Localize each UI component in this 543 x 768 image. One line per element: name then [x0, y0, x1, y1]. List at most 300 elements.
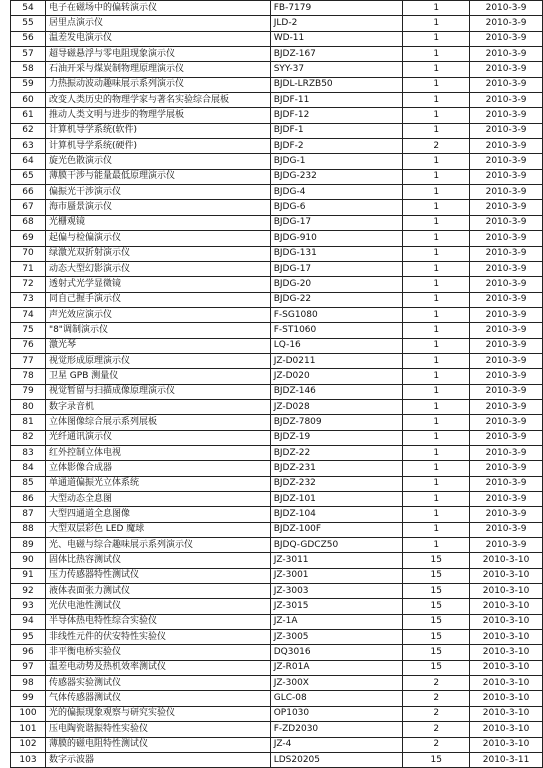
model-number-cell: BJDG-131 [270, 246, 403, 261]
table-row [11, 399, 543, 414]
row-number-cell: 71 [11, 261, 46, 276]
date-cell: 2010-3-10 [470, 691, 543, 706]
model-number-cell: LDS20205 [270, 752, 403, 767]
item-name-cell: 力热振动波动趣味展示系列演示仪 [45, 77, 270, 92]
quantity-cell: 1 [403, 353, 470, 368]
table-row [11, 430, 543, 445]
item-name-cell: 旋光色散演示仪 [45, 154, 270, 169]
quantity-cell: 1 [403, 246, 470, 261]
model-number-cell: JZ-300X [270, 676, 403, 691]
quantity-cell: 1 [403, 47, 470, 62]
table-row [11, 292, 543, 307]
date-cell: 2010-3-10 [470, 568, 543, 583]
row-number-cell: 73 [11, 292, 46, 307]
row-number-cell: 72 [11, 277, 46, 292]
model-number-cell: JZ-D020 [270, 369, 403, 384]
date-cell: 2010-3-9 [470, 185, 543, 200]
row-number-cell: 87 [11, 507, 46, 522]
quantity-cell: 1 [403, 277, 470, 292]
row-number-cell: 103 [11, 752, 46, 767]
item-name-cell: 推动人类文明与进步的物理学展板 [45, 108, 270, 123]
table-row [11, 154, 543, 169]
row-number-cell: 95 [11, 630, 46, 645]
item-name-cell: 透射式光学显微镜 [45, 277, 270, 292]
model-number-cell: BJDZ-7809 [270, 415, 403, 430]
quantity-cell: 1 [403, 16, 470, 31]
row-number-cell: 64 [11, 154, 46, 169]
item-name-cell: 同自己握手演示仪 [45, 292, 270, 307]
model-number-cell: BJDG-6 [270, 200, 403, 215]
table-row [11, 93, 543, 108]
date-cell: 2010-3-9 [470, 369, 543, 384]
quantity-cell: 15 [403, 614, 470, 629]
date-cell: 2010-3-9 [470, 108, 543, 123]
row-number-cell: 81 [11, 415, 46, 430]
quantity-cell: 1 [403, 231, 470, 246]
quantity-cell: 1 [403, 62, 470, 77]
row-number-cell: 84 [11, 461, 46, 476]
table-row [11, 630, 543, 645]
item-name-cell: 传感器实验测试仪 [45, 676, 270, 691]
date-cell: 2010-3-9 [470, 461, 543, 476]
date-cell: 2010-3-9 [470, 47, 543, 62]
table-row [11, 139, 543, 154]
quantity-cell: 1 [403, 430, 470, 445]
date-cell: 2010-3-9 [470, 93, 543, 108]
model-number-cell: BJDL-LRZB50 [270, 77, 403, 92]
item-name-cell: 立体影像合成器 [45, 461, 270, 476]
model-number-cell: BJDG-232 [270, 169, 403, 184]
table-row [11, 1, 543, 16]
row-number-cell: 66 [11, 185, 46, 200]
date-cell: 2010-3-10 [470, 660, 543, 675]
quantity-cell: 1 [403, 445, 470, 460]
model-number-cell: FB-7179 [270, 1, 403, 16]
model-number-cell: BJDG-910 [270, 231, 403, 246]
table-row [11, 522, 543, 537]
quantity-cell: 15 [403, 660, 470, 675]
item-name-cell: 固体比热容测试仪 [45, 553, 270, 568]
item-name-cell: 非线性元件的伏安特性实验仪 [45, 630, 270, 645]
table-row [11, 660, 543, 675]
model-number-cell: JZ-R01A [270, 660, 403, 675]
row-number-cell: 60 [11, 93, 46, 108]
table-row [11, 16, 543, 31]
model-number-cell: BJDZ-232 [270, 476, 403, 491]
quantity-cell: 1 [403, 93, 470, 108]
item-name-cell: 液体表面张力测试仪 [45, 584, 270, 599]
row-number-cell: 78 [11, 369, 46, 384]
quantity-cell: 2 [403, 676, 470, 691]
table-row [11, 645, 543, 660]
item-name-cell: 温差发电演示仪 [45, 31, 270, 46]
model-number-cell: F-ZD2030 [270, 722, 403, 737]
item-name-cell: 温差电动势及热机效率测试仪 [45, 660, 270, 675]
item-name-cell: 计算机导学系统(硬件) [45, 139, 270, 154]
item-name-cell: 大型四通道全息图像 [45, 507, 270, 522]
quantity-cell: 15 [403, 752, 470, 767]
quantity-cell: 2 [403, 737, 470, 752]
table-row [11, 123, 543, 138]
date-cell: 2010-3-9 [470, 430, 543, 445]
table-row [11, 231, 543, 246]
row-number-cell: 58 [11, 62, 46, 77]
quantity-cell: 2 [403, 722, 470, 737]
item-name-cell: 视觉形成原理演示仪 [45, 353, 270, 368]
item-name-cell: 立体图像综合展示系列展板 [45, 415, 270, 430]
row-number-cell: 92 [11, 584, 46, 599]
date-cell: 2010-3-9 [470, 384, 543, 399]
quantity-cell: 1 [403, 415, 470, 430]
quantity-cell: 1 [403, 215, 470, 230]
model-number-cell: BJDQ-GDCZ50 [270, 538, 403, 553]
date-cell: 2010-3-10 [470, 553, 543, 568]
row-number-cell: 68 [11, 215, 46, 230]
model-number-cell: LQ-16 [270, 338, 403, 353]
item-name-cell: 光的偏振现象观察与研究实验仪 [45, 706, 270, 721]
quantity-cell: 1 [403, 261, 470, 276]
row-number-cell: 91 [11, 568, 46, 583]
model-number-cell: JLD-2 [270, 16, 403, 31]
item-name-cell: 大型双层彩色 LED 魔球 [45, 522, 270, 537]
item-name-cell: 计算机导学系统(软件) [45, 123, 270, 138]
row-number-cell: 96 [11, 645, 46, 660]
quantity-cell: 1 [403, 307, 470, 322]
model-number-cell: JZ-1A [270, 614, 403, 629]
date-cell: 2010-3-10 [470, 614, 543, 629]
row-number-cell: 55 [11, 16, 46, 31]
row-number-cell: 56 [11, 31, 46, 46]
model-number-cell: F-SG1080 [270, 307, 403, 322]
model-number-cell: BJDG-17 [270, 215, 403, 230]
row-number-cell: 82 [11, 430, 46, 445]
quantity-cell: 1 [403, 31, 470, 46]
item-name-cell: 改变人类历史的物理学家与著名实验综合展板 [45, 93, 270, 108]
quantity-cell: 1 [403, 108, 470, 123]
quantity-cell: 1 [403, 323, 470, 338]
quantity-cell: 1 [403, 1, 470, 16]
item-name-cell: 非平衡电桥实验仪 [45, 645, 270, 660]
item-name-cell: 光、电磁与综合趣味展示系列演示仪 [45, 538, 270, 553]
date-cell: 2010-3-9 [470, 1, 543, 16]
date-cell: 2010-3-9 [470, 123, 543, 138]
date-cell: 2010-3-11 [470, 752, 543, 767]
row-number-cell: 85 [11, 476, 46, 491]
item-name-cell: 绿激光双折射演示仪 [45, 246, 270, 261]
model-number-cell: BJDZ-231 [270, 461, 403, 476]
item-name-cell: 视觉暂留与扫描成像原理演示仪 [45, 384, 270, 399]
table-row [11, 307, 543, 322]
row-number-cell: 76 [11, 338, 46, 353]
quantity-cell: 1 [403, 399, 470, 414]
table-row [11, 62, 543, 77]
date-cell: 2010-3-10 [470, 630, 543, 645]
item-name-cell: 卫星 GPB 测量仪 [45, 369, 270, 384]
model-number-cell: JZ-3011 [270, 553, 403, 568]
table-row [11, 31, 543, 46]
table-row [11, 507, 543, 522]
quantity-cell: 1 [403, 538, 470, 553]
model-number-cell: BJDF-2 [270, 139, 403, 154]
date-cell: 2010-3-9 [470, 415, 543, 430]
quantity-cell: 15 [403, 568, 470, 583]
quantity-cell: 15 [403, 645, 470, 660]
quantity-cell: 1 [403, 476, 470, 491]
row-number-cell: 102 [11, 737, 46, 752]
row-number-cell: 70 [11, 246, 46, 261]
equipment-table-body [11, 1, 543, 768]
quantity-cell: 1 [403, 384, 470, 399]
item-name-cell: 薄膜的磁电阻特性测试仪 [45, 737, 270, 752]
date-cell: 2010-3-9 [470, 445, 543, 460]
table-row [11, 691, 543, 706]
quantity-cell: 1 [403, 200, 470, 215]
model-number-cell: OP1030 [270, 706, 403, 721]
date-cell: 2010-3-9 [470, 492, 543, 507]
item-name-cell: 偏振光干涉演示仪 [45, 185, 270, 200]
row-number-cell: 98 [11, 676, 46, 691]
row-number-cell: 59 [11, 77, 46, 92]
model-number-cell: SYY-37 [270, 62, 403, 77]
date-cell: 2010-3-9 [470, 246, 543, 261]
quantity-cell: 15 [403, 630, 470, 645]
item-name-cell: 压力传感器特性测试仪 [45, 568, 270, 583]
item-name-cell: 压电陶瓷谐振特性实验仪 [45, 722, 270, 737]
date-cell: 2010-3-9 [470, 292, 543, 307]
table-row [11, 215, 543, 230]
quantity-cell: 1 [403, 461, 470, 476]
table-row [11, 185, 543, 200]
date-cell: 2010-3-9 [470, 338, 543, 353]
model-number-cell: BJDZ-22 [270, 445, 403, 460]
model-number-cell: JZ-D028 [270, 399, 403, 414]
row-number-cell: 100 [11, 706, 46, 721]
item-name-cell: 薄膜干涉与能量最低原理演示仪 [45, 169, 270, 184]
item-name-cell: 起偏与检偏演示仪 [45, 231, 270, 246]
row-number-cell: 75 [11, 323, 46, 338]
item-name-cell: 居里点演示仪 [45, 16, 270, 31]
table-row [11, 353, 543, 368]
item-name-cell: 声光效应演示仪 [45, 307, 270, 322]
model-number-cell: BJDF-11 [270, 93, 403, 108]
date-cell: 2010-3-9 [470, 323, 543, 338]
model-number-cell: BJDZ-101 [270, 492, 403, 507]
item-name-cell: 数字示波器 [45, 752, 270, 767]
model-number-cell: F-ST1060 [270, 323, 403, 338]
row-number-cell: 97 [11, 660, 46, 675]
row-number-cell: 101 [11, 722, 46, 737]
quantity-cell: 1 [403, 154, 470, 169]
date-cell: 2010-3-9 [470, 353, 543, 368]
quantity-cell: 1 [403, 292, 470, 307]
date-cell: 2010-3-9 [470, 31, 543, 46]
table-row [11, 538, 543, 553]
item-name-cell: 光栅观镜 [45, 215, 270, 230]
date-cell: 2010-3-10 [470, 676, 543, 691]
table-row [11, 584, 543, 599]
model-number-cell: BJDG-22 [270, 292, 403, 307]
quantity-cell: 15 [403, 584, 470, 599]
date-cell: 2010-3-9 [470, 507, 543, 522]
item-name-cell: 大型动态全息图 [45, 492, 270, 507]
model-number-cell: BJDG-1 [270, 154, 403, 169]
row-number-cell: 74 [11, 307, 46, 322]
quantity-cell: 2 [403, 706, 470, 721]
quantity-cell: 1 [403, 369, 470, 384]
row-number-cell: 80 [11, 399, 46, 414]
item-name-cell: 石油开采与煤炭制物理原理演示仪 [45, 62, 270, 77]
item-name-cell: 超导磁悬浮与零电阻现象演示仪 [45, 47, 270, 62]
row-number-cell: 67 [11, 200, 46, 215]
date-cell: 2010-3-10 [470, 706, 543, 721]
model-number-cell: BJDF-1 [270, 123, 403, 138]
row-number-cell: 99 [11, 691, 46, 706]
row-number-cell: 77 [11, 353, 46, 368]
table-row [11, 169, 543, 184]
date-cell: 2010-3-9 [470, 231, 543, 246]
table-row [11, 47, 543, 62]
item-name-cell: 动态大型幻影演示仪 [45, 261, 270, 276]
date-cell: 2010-3-9 [470, 476, 543, 491]
model-number-cell: DQ3016 [270, 645, 403, 660]
model-number-cell: JZ-D0211 [270, 353, 403, 368]
quantity-cell: 2 [403, 691, 470, 706]
date-cell: 2010-3-9 [470, 16, 543, 31]
date-cell: 2010-3-10 [470, 645, 543, 660]
row-number-cell: 86 [11, 492, 46, 507]
quantity-cell: 1 [403, 123, 470, 138]
date-cell: 2010-3-9 [470, 77, 543, 92]
model-number-cell: GLC-08 [270, 691, 403, 706]
quantity-cell: 2 [403, 139, 470, 154]
table-row [11, 108, 543, 123]
model-number-cell: BJDG-4 [270, 185, 403, 200]
table-row [11, 599, 543, 614]
row-number-cell: 63 [11, 139, 46, 154]
table-row [11, 737, 543, 752]
model-number-cell: JZ-3005 [270, 630, 403, 645]
table-row [11, 261, 543, 276]
table-row [11, 415, 543, 430]
model-number-cell: BJDZ-146 [270, 384, 403, 399]
quantity-cell: 1 [403, 522, 470, 537]
table-row [11, 277, 543, 292]
row-number-cell: 94 [11, 614, 46, 629]
date-cell: 2010-3-9 [470, 154, 543, 169]
date-cell: 2010-3-9 [470, 62, 543, 77]
table-row [11, 384, 543, 399]
quantity-cell: 1 [403, 507, 470, 522]
item-name-cell: 半导体热电特性综合实验仪 [45, 614, 270, 629]
quantity-cell: 1 [403, 185, 470, 200]
item-name-cell: "8"调制演示仪 [45, 323, 270, 338]
equipment-table [10, 0, 543, 768]
row-number-cell: 89 [11, 538, 46, 553]
model-number-cell: JZ-3003 [270, 584, 403, 599]
model-number-cell: BJDZ-104 [270, 507, 403, 522]
table-row [11, 492, 543, 507]
table-row [11, 614, 543, 629]
item-name-cell: 单通道偏振光立体系统 [45, 476, 270, 491]
date-cell: 2010-3-9 [470, 215, 543, 230]
table-row [11, 722, 543, 737]
table-row [11, 246, 543, 261]
date-cell: 2010-3-9 [470, 139, 543, 154]
date-cell: 2010-3-9 [470, 200, 543, 215]
date-cell: 2010-3-9 [470, 261, 543, 276]
table-row [11, 676, 543, 691]
date-cell: 2010-3-10 [470, 737, 543, 752]
model-number-cell: WD-11 [270, 31, 403, 46]
item-name-cell: 红外控制立体电视 [45, 445, 270, 460]
row-number-cell: 61 [11, 108, 46, 123]
model-number-cell: JZ-3015 [270, 599, 403, 614]
table-row [11, 752, 543, 767]
date-cell: 2010-3-9 [470, 169, 543, 184]
quantity-cell: 15 [403, 553, 470, 568]
model-number-cell: JZ-4 [270, 737, 403, 752]
row-number-cell: 79 [11, 384, 46, 399]
date-cell: 2010-3-9 [470, 538, 543, 553]
item-name-cell: 海市蜃景演示仪 [45, 200, 270, 215]
item-name-cell: 光纤通讯演示仪 [45, 430, 270, 445]
model-number-cell: BJDZ-100F [270, 522, 403, 537]
model-number-cell: BJDZ-167 [270, 47, 403, 62]
date-cell: 2010-3-10 [470, 584, 543, 599]
table-row [11, 568, 543, 583]
date-cell: 2010-3-9 [470, 522, 543, 537]
table-row [11, 338, 543, 353]
table-row [11, 200, 543, 215]
row-number-cell: 90 [11, 553, 46, 568]
quantity-cell: 1 [403, 77, 470, 92]
table-row [11, 706, 543, 721]
row-number-cell: 62 [11, 123, 46, 138]
date-cell: 2010-3-10 [470, 599, 543, 614]
table-row [11, 476, 543, 491]
model-number-cell: BJDF-12 [270, 108, 403, 123]
quantity-cell: 1 [403, 492, 470, 507]
date-cell: 2010-3-9 [470, 399, 543, 414]
model-number-cell: BJDG-17 [270, 261, 403, 276]
item-name-cell: 光伏电池性测试仪 [45, 599, 270, 614]
row-number-cell: 88 [11, 522, 46, 537]
table-row [11, 445, 543, 460]
item-name-cell: 气体传感器测试仪 [45, 691, 270, 706]
quantity-cell: 1 [403, 169, 470, 184]
model-number-cell: JZ-3001 [270, 568, 403, 583]
date-cell: 2010-3-10 [470, 722, 543, 737]
item-name-cell: 数字录音机 [45, 399, 270, 414]
table-row [11, 369, 543, 384]
table-row [11, 77, 543, 92]
row-number-cell: 54 [11, 1, 46, 16]
quantity-cell: 15 [403, 599, 470, 614]
row-number-cell: 83 [11, 445, 46, 460]
model-number-cell: BJDZ-19 [270, 430, 403, 445]
date-cell: 2010-3-9 [470, 307, 543, 322]
row-number-cell: 65 [11, 169, 46, 184]
row-number-cell: 69 [11, 231, 46, 246]
item-name-cell: 激光琴 [45, 338, 270, 353]
row-number-cell: 93 [11, 599, 46, 614]
table-row [11, 461, 543, 476]
row-number-cell: 57 [11, 47, 46, 62]
item-name-cell: 电子在磁场中的偏转演示仪 [45, 1, 270, 16]
date-cell: 2010-3-9 [470, 277, 543, 292]
quantity-cell: 1 [403, 338, 470, 353]
model-number-cell: BJDG-20 [270, 277, 403, 292]
